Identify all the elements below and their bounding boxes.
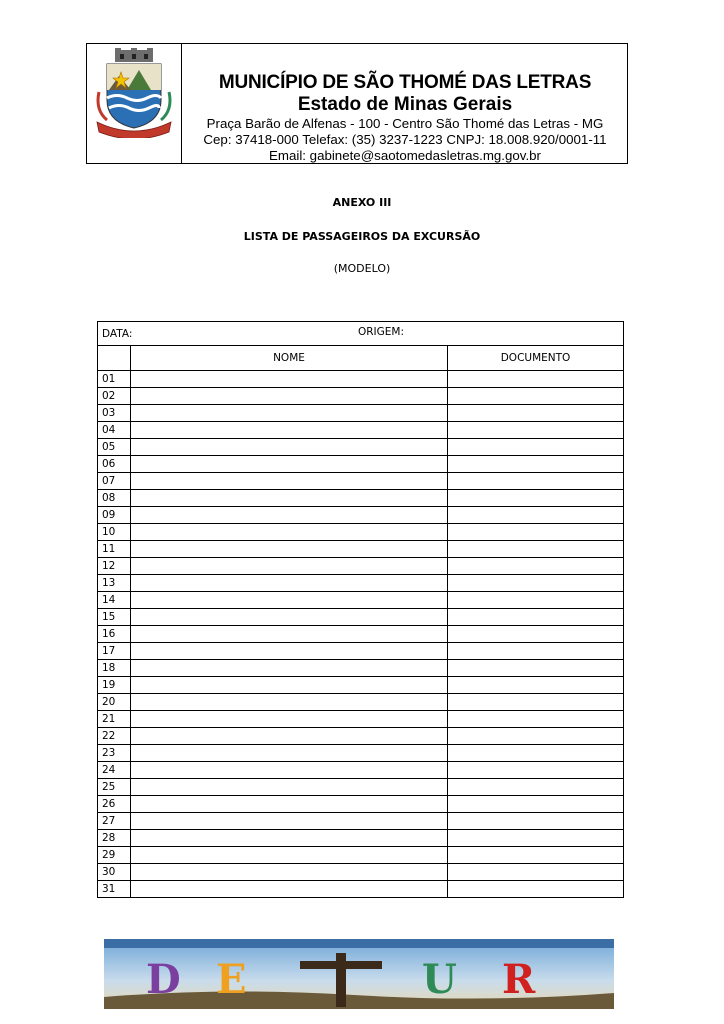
document-cell [448,405,624,422]
column-header-name: NOME [131,346,448,371]
document-cell [448,456,624,473]
name-cell [131,762,448,779]
table-row [98,677,624,694]
table-row [98,796,624,813]
header-text [183,72,627,164]
row-number: 06 [98,456,131,473]
row-number: 28 [98,830,131,847]
table-row [98,388,624,405]
name-cell [131,626,448,643]
table-row [98,541,624,558]
document-cell [448,779,624,796]
name-cell [131,541,448,558]
detur-banner-logo [104,939,614,1009]
document-cell [448,813,624,830]
table-row [98,422,624,439]
row-number: 15 [98,609,131,626]
document-cell [448,864,624,881]
name-cell [131,371,448,388]
document-cell [448,643,624,660]
table-row [98,405,624,422]
row-number: 31 [98,881,131,898]
row-number: 07 [98,473,131,490]
table-row [98,490,624,507]
date-label: DATA: [102,327,133,340]
table-row [98,762,624,779]
row-number: 13 [98,575,131,592]
document-cell [448,371,624,388]
row-number: 14 [98,592,131,609]
document-cell [448,830,624,847]
document-cell [448,847,624,864]
document-cell [448,796,624,813]
name-cell [131,643,448,660]
name-cell [131,388,448,405]
table-row [98,728,624,745]
document-cell [448,422,624,439]
name-cell [131,847,448,864]
row-number: 24 [98,762,131,779]
date-origin-cell [98,322,624,346]
document-cell [448,762,624,779]
origin-label: ORIGEM: [358,326,405,338]
municipality-title: MUNICÍPIO DE SÃO THOMÉ DAS LETRAS [218,72,592,93]
row-number: 03 [98,405,131,422]
table-row [98,609,624,626]
row-number: 12 [98,558,131,575]
row-number: 23 [98,745,131,762]
row-number: 30 [98,864,131,881]
row-number: 20 [98,694,131,711]
document-cell [448,490,624,507]
email-line: Email: gabinete@saotomedasletras.mg.gov.br [269,148,541,163]
name-cell [131,694,448,711]
annex-heading: ANEXO III [332,196,392,209]
table-row [98,371,624,388]
name-cell [131,422,448,439]
row-number: 11 [98,541,131,558]
row-number: 22 [98,728,131,745]
table-row [98,592,624,609]
name-cell [131,524,448,541]
table-row [98,881,624,898]
row-number: 17 [98,643,131,660]
column-header-document: DOCUMENTO [448,346,624,371]
header-divider [181,44,182,163]
name-cell [131,405,448,422]
table-row [98,779,624,796]
name-cell [131,830,448,847]
name-cell [131,796,448,813]
row-number: 29 [98,847,131,864]
table-row [98,864,624,881]
svg-text:D: D [146,956,181,1003]
row-number: 08 [98,490,131,507]
row-number: 21 [98,711,131,728]
address-line: Praça Barão de Alfenas - 100 - Centro São Thomé das Letras - MG [206,116,604,131]
row-number: 10 [98,524,131,541]
table-row [98,626,624,643]
table-row [98,524,624,541]
table-meta-row [98,322,624,346]
table-row [98,813,624,830]
row-number: 09 [98,507,131,524]
name-cell [131,456,448,473]
document-cell [448,541,624,558]
document-cell [448,626,624,643]
row-number: 25 [98,779,131,796]
row-number: 01 [98,371,131,388]
svg-text:U: U [422,956,457,1003]
name-cell [131,677,448,694]
row-number: 02 [98,388,131,405]
row-number: 26 [98,796,131,813]
name-cell [131,864,448,881]
municipal-crest-icon [93,48,175,138]
table-row [98,745,624,762]
name-cell [131,813,448,830]
document-cell [448,592,624,609]
document-cell [448,677,624,694]
table-row [98,660,624,677]
table-row [98,558,624,575]
document-cell [448,881,624,898]
name-cell [131,473,448,490]
document-cell [448,439,624,456]
table-row [98,575,624,592]
name-cell [131,439,448,456]
passenger-table [97,321,624,898]
table-row [98,473,624,490]
document-cell [448,524,624,541]
document-cell [448,575,624,592]
model-label: (MODELO) [333,262,391,275]
document-cell [448,609,624,626]
name-cell [131,711,448,728]
column-header-number [98,346,131,371]
name-cell [131,881,448,898]
name-cell [131,558,448,575]
name-cell [131,660,448,677]
document-cell [448,507,624,524]
name-cell [131,490,448,507]
table-row [98,643,624,660]
table-header-row [98,346,624,371]
list-title: LISTA DE PASSAGEIROS DA EXCURSÃO [243,230,481,243]
table-row [98,711,624,728]
name-cell [131,728,448,745]
row-number: 19 [98,677,131,694]
contact-line: Cep: 37418-000 Telefax: (35) 3237-1223 CNPJ: 18.008.920/0001-11 [203,132,607,147]
table-row [98,694,624,711]
svg-text:R: R [502,956,536,1003]
document-cell [448,728,624,745]
table-row [98,439,624,456]
document-cell [448,711,624,728]
letterhead [86,43,628,164]
row-number: 16 [98,626,131,643]
row-number: 18 [98,660,131,677]
name-cell [131,779,448,796]
document-cell [448,745,624,762]
table-row [98,456,624,473]
name-cell [131,507,448,524]
table-row [98,830,624,847]
svg-text:E: E [216,956,247,1003]
document-cell [448,660,624,677]
name-cell [131,592,448,609]
name-cell [131,575,448,592]
table-row [98,847,624,864]
state-subtitle: Estado de Minas Gerais [297,94,513,115]
document-cell [448,694,624,711]
document-cell [448,473,624,490]
table-row [98,507,624,524]
name-cell [131,609,448,626]
row-number: 05 [98,439,131,456]
document-cell [448,388,624,405]
row-number: 04 [98,422,131,439]
row-number: 27 [98,813,131,830]
document-cell [448,558,624,575]
name-cell [131,745,448,762]
